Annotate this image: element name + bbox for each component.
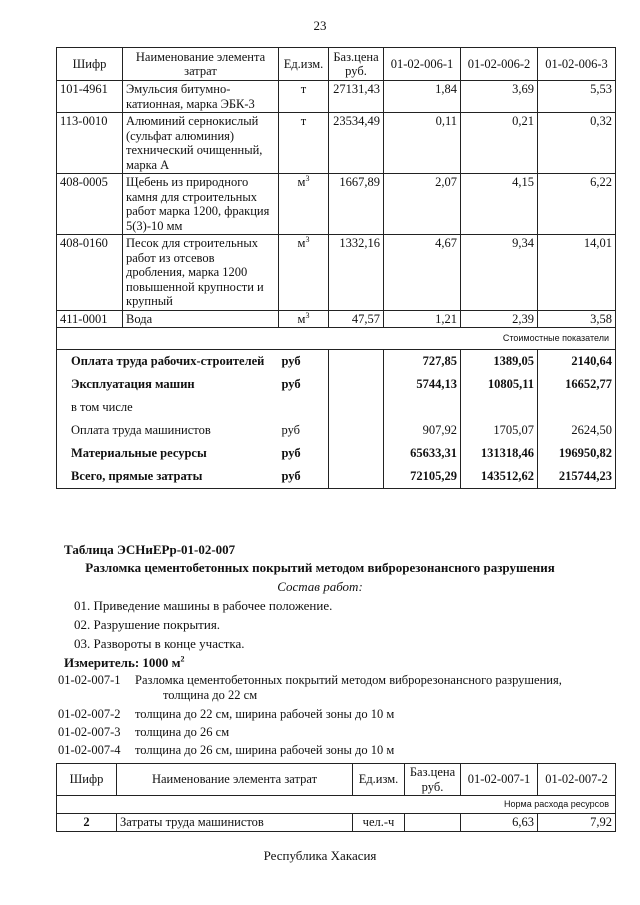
unit-sup: 3 [305, 234, 310, 244]
meter-text: Измеритель: 1000 м [64, 655, 181, 670]
summary-value [538, 396, 616, 419]
cell-value: 3,69 [461, 81, 538, 113]
cell-code: 408-0005 [57, 174, 123, 235]
composition-label: Состав работ: [277, 579, 363, 594]
item-description: толщина до 26 см [135, 725, 230, 739]
summary-value: 72105,29 [384, 465, 461, 489]
summary-label: Всего, прямые затраты [57, 465, 279, 489]
summary-value [384, 396, 461, 419]
table-row [57, 81, 616, 113]
unit-text: т [300, 82, 307, 96]
section-label: Норма расхода ресурсов [57, 796, 616, 814]
summary-value: 2140,64 [538, 350, 616, 374]
summary-unit: руб [279, 373, 329, 396]
section-label: Стоимостные показатели [57, 328, 616, 350]
cell-unit [279, 81, 329, 113]
cell-name: Затраты труда машинистов [117, 814, 353, 832]
cell-code: 101-4961 [57, 81, 123, 113]
cell-value: 4,15 [461, 174, 538, 235]
summary-row [57, 465, 616, 489]
header-price: Баз.цена руб. [405, 764, 461, 796]
item-desc-line: толщина до 22 см [163, 688, 258, 702]
table-row [57, 235, 616, 311]
cell-value: 0,32 [538, 113, 616, 174]
header-unit: Ед.изм. [353, 764, 405, 796]
cell-value: 6,22 [538, 174, 616, 235]
cell-value: 2,39 [461, 310, 538, 328]
table-header-row [57, 48, 616, 81]
summary-row [57, 350, 616, 374]
header-col-2: 01-02-007-2 [538, 764, 616, 796]
cell-code: 411-0001 [57, 310, 123, 328]
cell-unit [279, 310, 329, 328]
cell-code: 2 [57, 814, 117, 832]
unit-text: м [297, 175, 306, 189]
table-row [57, 814, 616, 832]
page-number: 23 [313, 18, 327, 33]
summary-unit [279, 396, 329, 419]
header-name: Наименование элемента затрат [123, 48, 279, 81]
summary-row [57, 373, 616, 396]
cell-price: 1667,89 [329, 174, 384, 235]
cell-value: 1,84 [384, 81, 461, 113]
header-col-2: 01-02-006-2 [461, 48, 538, 81]
cell-code: 408-0160 [57, 235, 123, 311]
cell-value: 4,67 [384, 235, 461, 311]
summary-label: Материальные ресурсы [57, 442, 279, 465]
table-row [57, 113, 616, 174]
cell-value: 6,63 [461, 814, 538, 832]
cell-name: Песок для строительных работ из отсевов дробления, марка 1200 повышенной крупности и крупный [123, 235, 279, 311]
summary-value: 5744,13 [384, 373, 461, 396]
summary-value: 1705,07 [461, 419, 538, 442]
cell-value: 14,01 [538, 235, 616, 311]
summary-price [329, 419, 384, 442]
resources-table-006 [56, 47, 616, 489]
footer-region: Республика Хакасия [263, 848, 377, 863]
header-col-1: 01-02-006-1 [384, 48, 461, 81]
summary-value: 16652,77 [538, 373, 616, 396]
cell-unit [279, 174, 329, 235]
cell-value: 0,21 [461, 113, 538, 174]
unit-text: т [300, 114, 307, 128]
resources-table-007 [56, 763, 616, 832]
summary-row [57, 419, 616, 442]
summary-value: 907,92 [384, 419, 461, 442]
cell-value: 3,58 [538, 310, 616, 328]
section-row [57, 328, 616, 350]
summary-value: 727,85 [384, 350, 461, 374]
cell-price: 23534,49 [329, 113, 384, 174]
item-desc-line: Разломка цементобетонных покрытий методом виброрезонансного разрушения, [135, 673, 562, 687]
cell-name: Вода [123, 310, 279, 328]
cell-code: 113-0010 [57, 113, 123, 174]
table-row [57, 174, 616, 235]
summary-label: в том числе [57, 396, 279, 419]
summary-value: 1389,05 [461, 350, 538, 374]
cell-value: 7,92 [538, 814, 616, 832]
cell-unit: чел.-ч [353, 814, 405, 832]
unit-text: м [297, 236, 306, 250]
summary-value [461, 396, 538, 419]
cell-value: 0,11 [384, 113, 461, 174]
summary-row [57, 442, 616, 465]
summary-label: Оплата труда рабочих-строителей [57, 350, 279, 374]
cell-name: Щебень из природного камня для строительных работ марка 1200, фракция 5(3)-10 мм [123, 174, 279, 235]
work-item: 03. Развороты в конце участка. [74, 636, 245, 651]
item-description: толщина до 26 см, ширина рабочей зоны до 10 м [135, 743, 395, 757]
cell-unit [279, 235, 329, 311]
item-description: толщина до 22 см, ширина рабочей зоны до 10 м [135, 707, 395, 721]
unit-sup: 3 [305, 173, 310, 183]
cell-price: 47,57 [329, 310, 384, 328]
item-code: 01-02-007-4 [58, 743, 121, 757]
summary-price [329, 373, 384, 396]
item-code: 01-02-007-1 [58, 673, 121, 687]
work-item: 02. Разрушение покрытия. [74, 617, 221, 632]
summary-value: 10805,11 [461, 373, 538, 396]
cell-value: 9,34 [461, 235, 538, 311]
header-name: Наименование элемента затрат [117, 764, 353, 796]
meter-label [64, 655, 185, 671]
summary-unit: руб [279, 419, 329, 442]
table-header-row [57, 764, 616, 796]
cell-value: 2,07 [384, 174, 461, 235]
summary-unit: руб [279, 442, 329, 465]
table-title: Разломка цементобетонных покрытий методом виброрезонансного разрушения [85, 560, 555, 575]
summary-value: 2624,50 [538, 419, 616, 442]
cell-value: 5,53 [538, 81, 616, 113]
table-caption: Таблица ЭСНиЕРр-01-02-007 [64, 542, 236, 557]
summary-label: Эксплуатация машин [57, 373, 279, 396]
summary-price [329, 442, 384, 465]
summary-value: 143512,62 [461, 465, 538, 489]
cell-name: Алюминий сернокислый (сульфат алюминия) технический очищенный, марка А [123, 113, 279, 174]
header-col-3: 01-02-006-3 [538, 48, 616, 81]
item-description [135, 673, 605, 703]
summary-price [329, 350, 384, 374]
summary-price [329, 396, 384, 419]
cell-price: 27131,43 [329, 81, 384, 113]
cell-price [405, 814, 461, 832]
summary-label: Оплата труда машинистов [57, 419, 279, 442]
summary-value: 65633,31 [384, 442, 461, 465]
table-row [57, 310, 616, 328]
cell-price: 1332,16 [329, 235, 384, 311]
header-unit: Ед.изм. [279, 48, 329, 81]
summary-value: 215744,23 [538, 465, 616, 489]
summary-value: 196950,82 [538, 442, 616, 465]
unit-sup: 3 [305, 310, 310, 320]
work-item: 01. Приведение машины в рабочее положение. [74, 598, 333, 613]
item-code: 01-02-007-3 [58, 725, 121, 739]
summary-unit: руб [279, 350, 329, 374]
meter-sup: 2 [180, 654, 185, 664]
cell-name: Эмульсия битумно-катионная, марка ЭБК-3 [123, 81, 279, 113]
summary-value: 131318,46 [461, 442, 538, 465]
item-code: 01-02-007-2 [58, 707, 121, 721]
header-code: Шифр [57, 48, 123, 81]
section-row [57, 796, 616, 814]
header-col-1: 01-02-007-1 [461, 764, 538, 796]
summary-unit: руб [279, 465, 329, 489]
header-price: Баз.цена руб. [329, 48, 384, 81]
summary-price [329, 465, 384, 489]
header-code: Шифр [57, 764, 117, 796]
summary-row [57, 396, 616, 419]
cell-value: 1,21 [384, 310, 461, 328]
unit-text: м [297, 311, 306, 326]
cell-unit [279, 113, 329, 174]
